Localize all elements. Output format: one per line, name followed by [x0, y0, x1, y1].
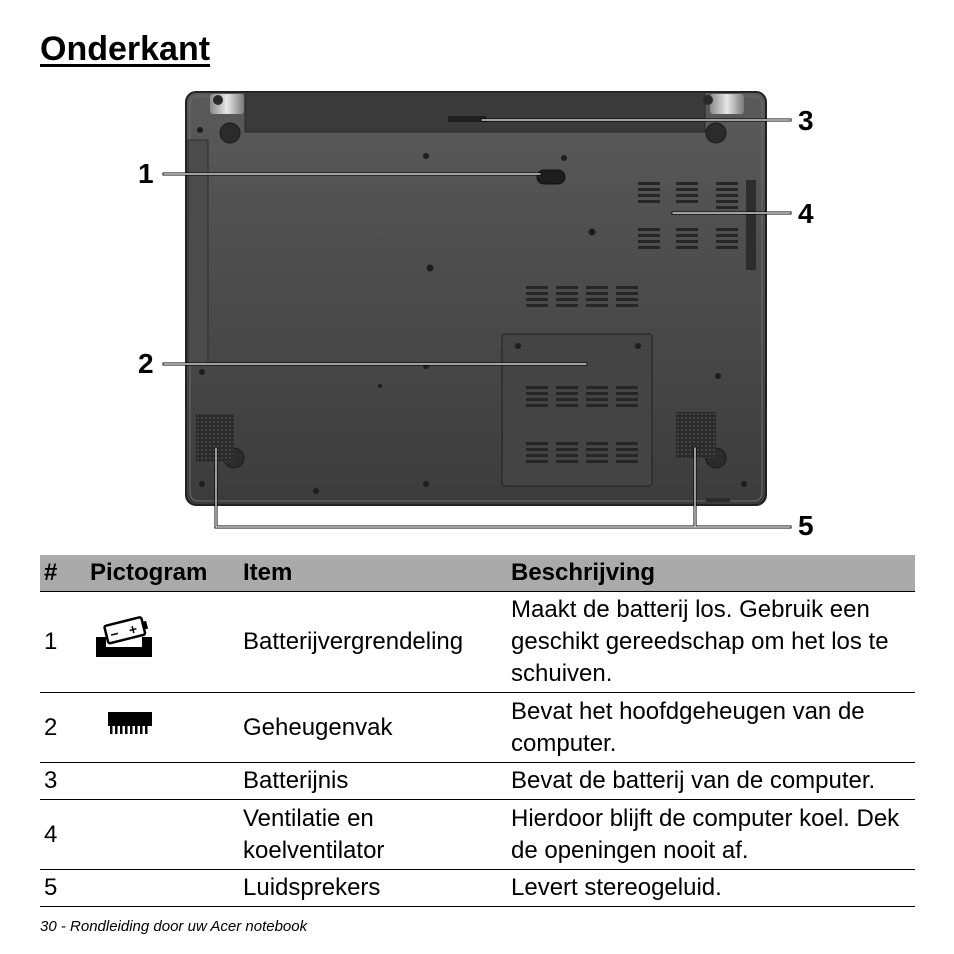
- svg-text:−: −: [108, 624, 121, 643]
- row-item: Luidsprekers: [239, 870, 507, 907]
- table-row: [40, 870, 915, 907]
- row-number: 2: [40, 693, 86, 763]
- row-number: 5: [40, 870, 86, 907]
- callout-2: 2: [138, 348, 154, 379]
- memory-chip-icon: [90, 708, 160, 738]
- page-footer: 30 - Rondleiding door uw Acer notebook: [40, 918, 308, 935]
- callout-5: 5: [798, 510, 814, 541]
- battery-lock-icon: [90, 613, 160, 663]
- table-header-row: [40, 555, 915, 592]
- laptop-bottom-illustration: [120, 80, 820, 545]
- row-description: Bevat het hoofdgeheugen van de computer.: [507, 693, 915, 763]
- components-table: [40, 555, 915, 907]
- row-pictogram: [86, 800, 239, 870]
- table-row: [40, 800, 915, 870]
- header-pictogram: Pictogram: [86, 555, 239, 592]
- row-description: Hierdoor blijft de computer koel. Dek de openingen nooit af.: [507, 800, 915, 870]
- row-description: Bevat de batterij van de computer.: [507, 763, 915, 800]
- callout-1: 1: [138, 158, 154, 189]
- header-number: #: [40, 555, 86, 592]
- row-pictogram: [86, 763, 239, 800]
- row-item: Batterijnis: [239, 763, 507, 800]
- row-pictogram: [86, 592, 239, 693]
- battery-lock-switch: [537, 170, 565, 184]
- row-description: Maakt de batterij los. Gebruik een geschikt gereedschap om het los te schuiven.: [507, 592, 915, 693]
- memory-compartment: [502, 334, 652, 486]
- svg-text:+: +: [126, 620, 139, 638]
- row-item: Geheugenvak: [239, 693, 507, 763]
- row-number: 4: [40, 800, 86, 870]
- table-row: [40, 763, 915, 800]
- row-pictogram: [86, 870, 239, 907]
- page-title: Onderkant: [40, 30, 211, 68]
- row-pictogram: [86, 693, 239, 763]
- row-description: Levert stereogeluid.: [507, 870, 915, 907]
- callout-4: 4: [798, 198, 814, 229]
- table-row: [40, 592, 915, 693]
- row-number: 1: [40, 592, 86, 693]
- table-row: [40, 693, 915, 763]
- header-description: Beschrijving: [507, 555, 915, 592]
- header-item: Item: [239, 555, 507, 592]
- row-number: 3: [40, 763, 86, 800]
- callout-3: 3: [798, 105, 814, 136]
- row-item: Ventilatie en koelventilator: [239, 800, 507, 870]
- battery-bay: [245, 94, 705, 132]
- right-hinge: [710, 94, 744, 114]
- row-item: Batterijvergrendeling: [239, 592, 507, 693]
